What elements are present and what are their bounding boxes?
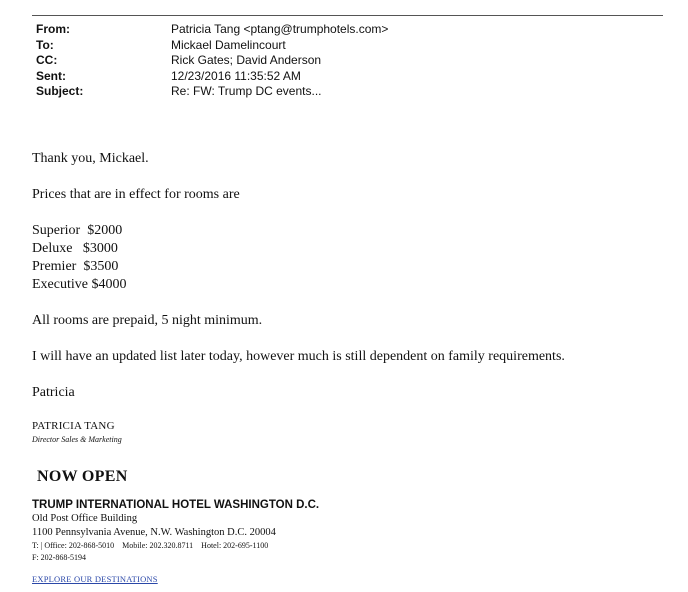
signature-name: PATRICIA TANG: [32, 420, 115, 432]
cc-label: CC:: [36, 53, 58, 67]
room-price-deluxe: Deluxe $3000: [32, 241, 118, 256]
subject-row: [36, 84, 388, 100]
greeting: Thank you, Mickael.: [32, 151, 149, 166]
room-price-executive: Executive $4000: [32, 277, 127, 292]
email-header: [36, 22, 388, 100]
subject-label: Subject:: [36, 84, 84, 98]
room-price-superior: Superior $2000: [32, 223, 123, 238]
header-divider: [32, 15, 663, 16]
hotel-building: Old Post Office Building: [32, 513, 138, 524]
sent-row: [36, 69, 388, 85]
prepaid-note: All rooms are prepaid, 5 night minimum.: [32, 313, 263, 328]
update-note: I will have an updated list later today, however much is still dependent on family requirements.: [32, 349, 565, 364]
from-label: From:: [36, 22, 70, 36]
hotel-fax: F: 202-868-5194: [32, 553, 86, 562]
hotel-phones: T: | Office: 202-868-5010 Mobile: 202.320.8711 Hotel: 202-695-1100: [32, 541, 269, 550]
cc-value: Rick Gates; David Anderson: [171, 53, 322, 67]
from-row: [36, 22, 388, 38]
signature-title: Director Sales & Marketing: [32, 435, 122, 444]
hotel-info: [32, 498, 319, 564]
hotel-name: TRUMP INTERNATIONAL HOTEL WASHINGTON D.C.: [32, 499, 320, 511]
room-price-premier: Premier $3500: [32, 259, 119, 274]
closing-name: Patricia: [32, 385, 75, 400]
to-label: To:: [36, 37, 54, 52]
to-row: [36, 38, 388, 54]
from-value: Patricia Tang <ptang@trumphotels.com>: [171, 22, 389, 36]
subject-value: Re: FW: Trump DC events...: [171, 84, 322, 98]
sent-value: 12/23/2016 11:35:52 AM: [171, 68, 301, 83]
to-value: Mickael Damelincourt: [171, 37, 286, 52]
prices-intro: Prices that are in effect for rooms are: [32, 187, 240, 202]
explore-destinations-link[interactable]: EXPLORE OUR DESTINATIONS: [32, 574, 158, 584]
signature-block: [32, 420, 122, 445]
now-open-banner: NOW OPEN: [37, 468, 128, 485]
email-body: [32, 150, 652, 402]
cc-row: [36, 53, 388, 69]
hotel-address: 1100 Pennsylvania Avenue, N.W. Washington D.C. 20004: [32, 526, 276, 538]
sent-label: Sent:: [36, 68, 66, 83]
